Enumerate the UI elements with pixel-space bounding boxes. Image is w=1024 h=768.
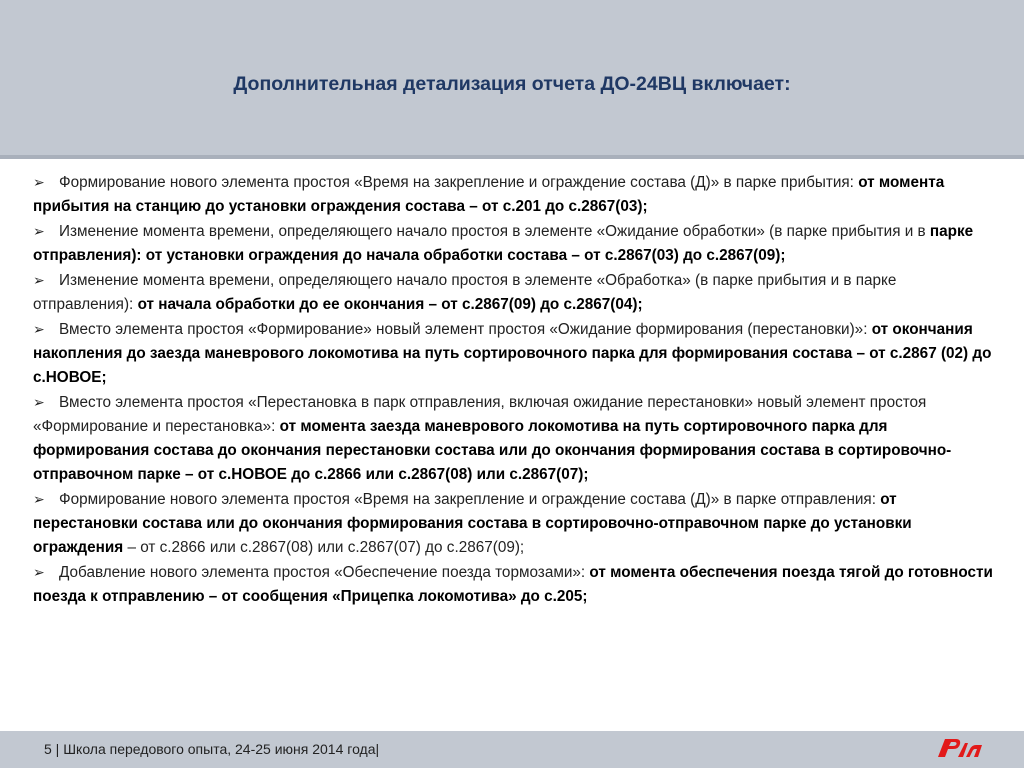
item-tail-text: – от с.2866 или с.2867(08) или с.2867(07) до с.2867(09); [127, 539, 525, 556]
item-text: Изменение момента времени, определяющего начало простоя в элементе «Ожидание обработки» (в парке прибытия и в [59, 223, 926, 240]
item-text: Вместо элемента простоя «Перестановка в парк отправления, включая ожидание перестановки» новый элемент простоя «Формирование и перестановка»: [33, 394, 927, 435]
item-text: Вместо элемента простоя «Формирование» новый элемент простоя «Ожидание формирования (перестановки)»: [59, 321, 868, 338]
list-item [33, 390, 995, 487]
bullet-list [33, 170, 995, 609]
item-bold-text: от момента обеспечения поезда тягой до готовности поезда к отправлению – от сообщения «Прицепка локомотива» до с.205; [33, 564, 993, 605]
arrowhead-bullet-icon: ➢ [33, 321, 45, 337]
list-item [33, 487, 995, 560]
item-bold-text: от начала обработки до ее окончания – от с.2867(09) до с.2867(04); [137, 296, 643, 313]
item-bold-text: от момента прибытия на станцию до установки ограждения состава – от с.201 до с.2867(03); [33, 174, 945, 215]
item-text: Изменение момента времени, определяющего начало простоя в элементе «Обработка» (в парке прибытия и в парке отправления): [33, 272, 897, 313]
list-item [33, 219, 995, 268]
rzd-logo-icon [936, 737, 984, 759]
arrowhead-bullet-icon: ➢ [33, 272, 45, 288]
item-bold-text: парке отправления): от установки ограждения до начала обработки состава – от с.2867(03) до с.2867(09); [33, 223, 974, 264]
item-bold-text: от перестановки состава или до окончания формирования состава в сортировочно-отправочном парке до установки ограждения [33, 491, 912, 556]
list-item [33, 317, 995, 390]
arrowhead-bullet-icon: ➢ [33, 564, 45, 580]
item-text: Формирование нового элемента простоя «Время на закрепление и ограждение состава (Д)» в парке прибытия: [59, 174, 854, 191]
list-item [33, 170, 995, 219]
arrowhead-bullet-icon: ➢ [33, 491, 45, 507]
item-bold-text: от окончания накопления до заезда маневрового локомотива на путь сортировочного парка для формирования состава – от с.2867 (02) до с.НОВОЕ; [33, 321, 992, 386]
slide-title: Дополнительная детализация отчета ДО-24ВЦ включает: [233, 73, 791, 95]
list-item [33, 268, 995, 317]
arrowhead-bullet-icon: ➢ [33, 394, 45, 410]
header-divider [0, 155, 1024, 159]
footer-bar [0, 731, 1024, 768]
list-item [33, 560, 995, 609]
item-text: Формирование нового элемента простоя «Время на закрепление и ограждение состава (Д)» в парке отправления: [59, 491, 876, 508]
footer-text: 5 | Школа передового опыта, 24-25 июня 2014 года| [44, 741, 380, 757]
item-text: Добавление нового элемента простоя «Обеспечение поезда тормозами»: [59, 564, 586, 581]
item-bold-text: от момента заезда маневрового локомотива на путь сортировочного парка для формирования состава до окончания перестановки состава или до окончания формирования состава в сортировочно-отправочном парке – от с.НОВОЕ до с.2866 или с.2867(08) или с.2867(07); [33, 418, 952, 483]
arrowhead-bullet-icon: ➢ [33, 223, 45, 239]
arrowhead-bullet-icon: ➢ [33, 174, 45, 190]
